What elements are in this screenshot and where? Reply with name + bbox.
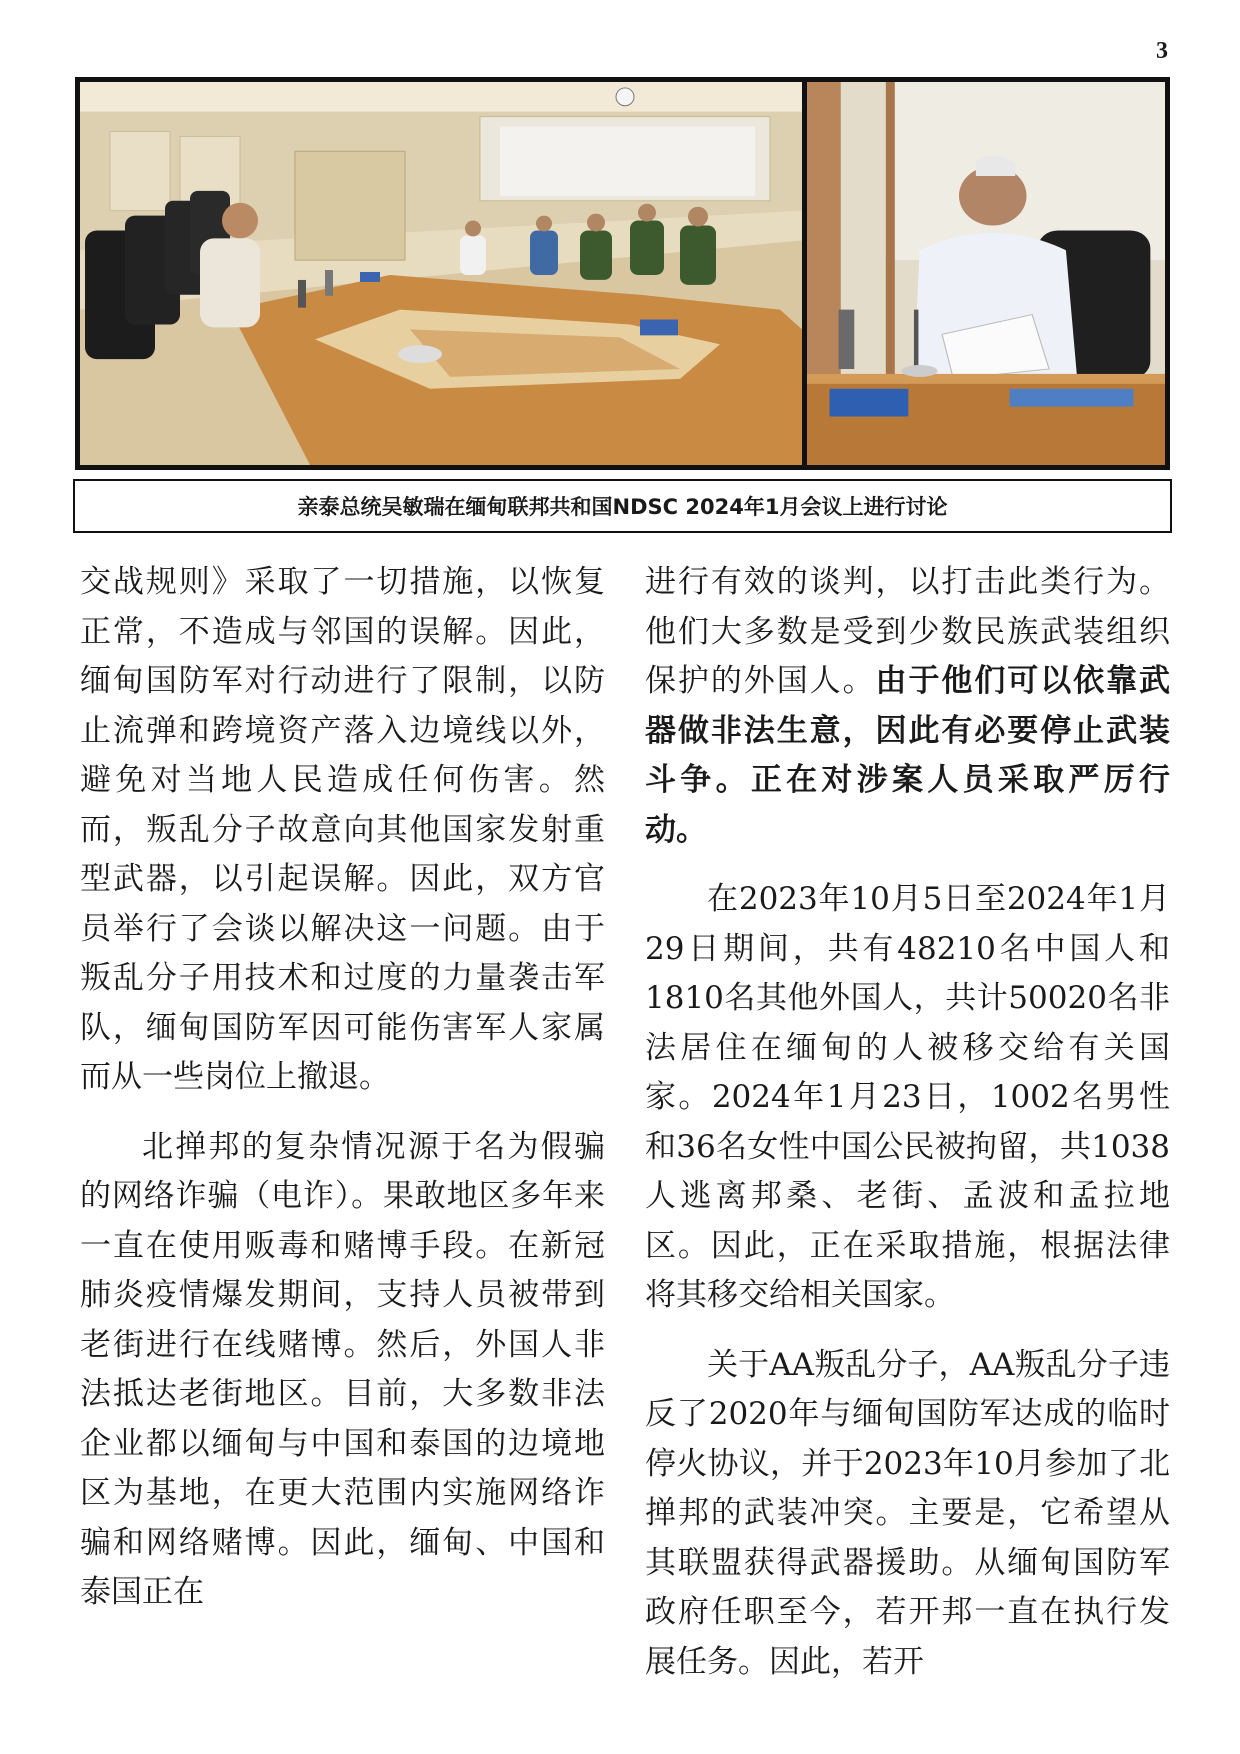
caption-text: 亲泰总统吴敏瑞在缅甸联邦共和国NDSC 2024年1月会议上进行讨论 [297, 495, 948, 519]
paragraph: 在2023年10月5日至2024年1月29日期间，共有48210名中国人和1810名其他外国人，共计50020名非法居住在缅甸的人被移交给有关国家。2024年1月23日，1002名男性和36名女性中国公民被拘留，共1038人逃离邦桑、老街、孟波和孟拉地区。因此，正在采取措施，根据法律将其移交给相关国家。 [645, 881, 1170, 1313]
paragraph [645, 558, 1170, 855]
paragraph: 交战规则》采取了一切措施，以恢复正常，不造成与邻国的误解。因此，缅甸国防军对行动进行了限制，以防止流弹和跨境资产落入边境线以外，避免对当地人民造成任何伤害。然而，叛乱分子故意向其他国家发射重型武器，以引起误解。因此，双方官员举行了会谈以解决这一问题。由于叛乱分子用技术和过度的力量袭击军队，缅甸国防军因可能伤害军人家属而从一些岗位上撤退。 [80, 564, 605, 1095]
photo-collage [75, 77, 1170, 470]
meeting-room-photo [80, 82, 802, 465]
right-column [645, 558, 1170, 1707]
photo-caption [73, 479, 1172, 533]
bold-statement: 由于他们可以依靠武器做非法生意，因此有必要停止武装斗争。正在对涉案人员采取严厉行动。 [645, 663, 1171, 848]
paragraph-text: 进行有效的谈判，以打击此类行为。他们大多数是受到少数民族武装组织保护的外国人。 [645, 564, 1170, 699]
paragraph: 北掸邦的复杂情况源于名为假骗的网络诈骗（电诈）。果敢地区多年来一直在使用贩毒和赌博手段。在新冠肺炎疫情爆发期间，支持人员被带到老街进行在线赌博。然后，外国人非法抵达老街地区。目前，大多数非法企业都以缅甸与中国和泰国的边境地区为基地，在更大范围内实施网络诈骗和网络赌博。因此，缅甸、中国和泰国正在 [80, 1128, 605, 1610]
president-speaking-photo [807, 82, 1165, 465]
left-column [80, 558, 605, 1638]
page-number: 3 [1156, 38, 1168, 64]
paragraph: 关于AA叛乱分子，AA叛乱分子违反了2020年与缅甸国防军达成的临时停火协议，并于2023年10月参加了北掸邦的武装冲突。主要是，它希望从其联盟获得武器援助。从缅甸国防军政府任职至今，若开邦一直在执行发展任务。因此，若开 [645, 1346, 1170, 1680]
